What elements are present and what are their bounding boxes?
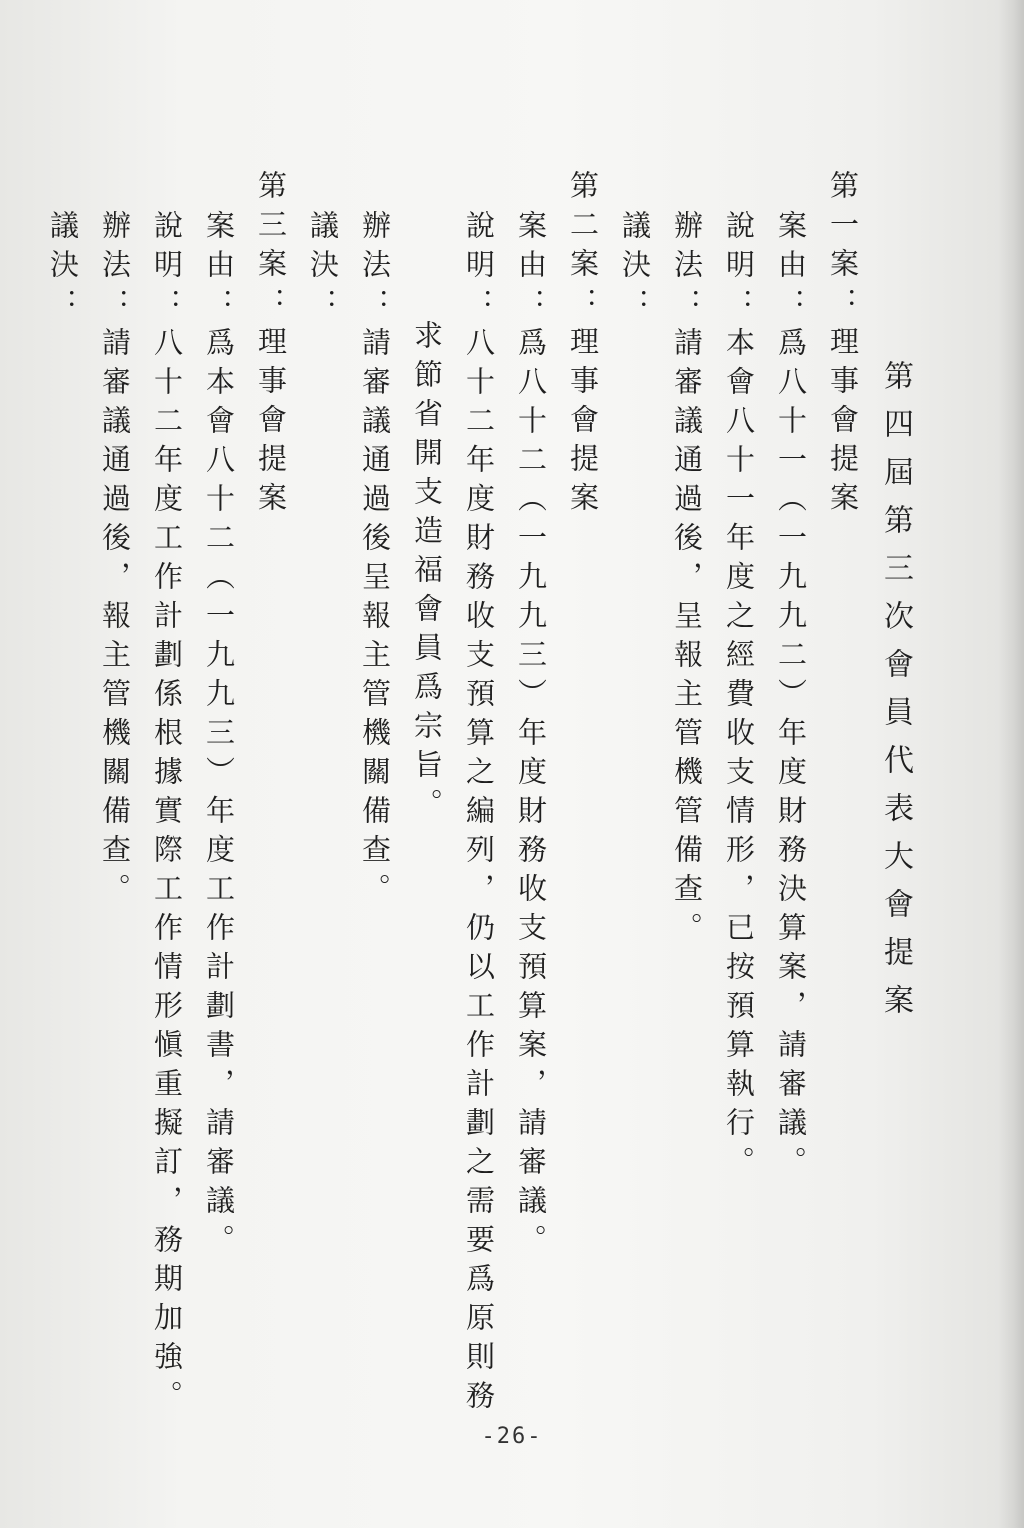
case3-explanation: 說明：八十二年度工作計劃係根據實際工作情形愼重擬訂，務期加強。 bbox=[150, 210, 184, 1419]
case2-heading: 第二案：理事會提案 bbox=[566, 170, 600, 521]
case1-method: 辦法：請審議通過後，呈報主管機管備查。 bbox=[670, 210, 704, 951]
case3-method: 辦法：請審議通過後，報主管機關備查。 bbox=[98, 210, 132, 912]
case3-reason: 案由：爲本會八十二（一九九三）年度工作計劃書，請審議。 bbox=[202, 210, 236, 1263]
case1-explanation: 說明：本會八十一年度之經費收支情形，已按預算執行。 bbox=[722, 210, 756, 1185]
page-edge-shadow bbox=[998, 0, 1024, 1528]
case3-heading: 第三案：理事會提案 bbox=[254, 170, 288, 521]
case1-heading: 第一案：理事會提案 bbox=[826, 170, 860, 521]
case2-explanation: 說明：八十二年度財務收支預算之編列，仍以工作計劃之需要爲原則務 bbox=[462, 210, 496, 1419]
document-title: 第四屆第三次會員代表大會提案 bbox=[878, 360, 913, 1032]
page-number: -26- bbox=[481, 1424, 543, 1449]
case1-reason: 案由：爲八十一（一九九二）年度財務決算案，請審議。 bbox=[774, 210, 808, 1185]
case3-resolution: 議決： bbox=[46, 210, 80, 327]
case2-explanation-continued: 求節省開支造福會員爲宗旨。 bbox=[410, 320, 444, 827]
case2-reason: 案由：爲八十二（一九九三）年度財務收支預算案，請審議。 bbox=[514, 210, 548, 1263]
case1-resolution: 議決： bbox=[618, 210, 652, 327]
case2-resolution: 議決： bbox=[306, 210, 340, 327]
case2-method: 辦法：請審議通過後呈報主管機關備查。 bbox=[358, 210, 392, 912]
